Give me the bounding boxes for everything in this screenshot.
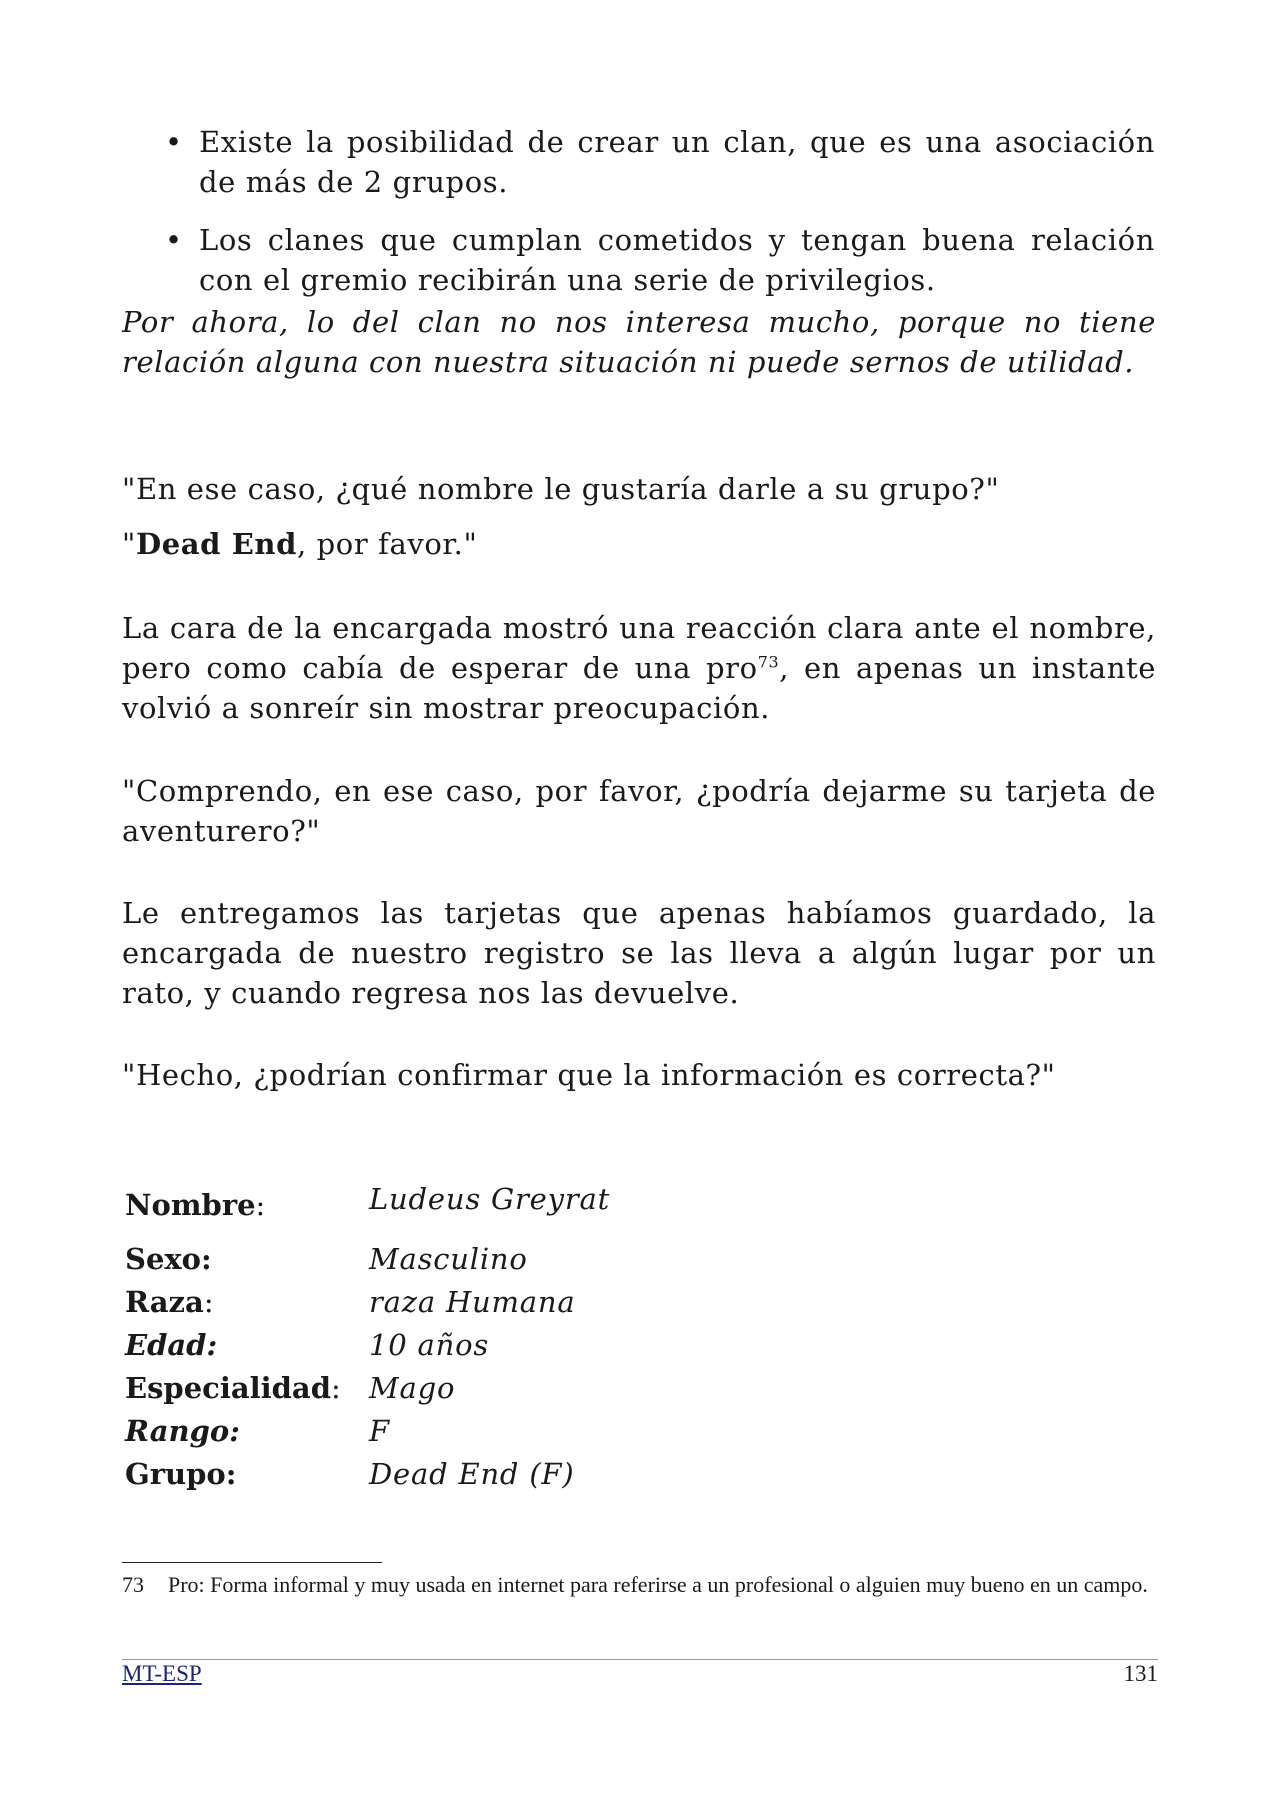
card-value: raza Humana: [369, 1285, 576, 1319]
footnote-text: Pro: Forma informal y muy usada en internet para referirse a un profesional o alguien muy bueno en un campo.: [168, 1572, 1148, 1597]
narration-paragraph: Le entregamos las tarjetas que apenas habíamos guardado, la encargada de nuestro registro se las lleva a algún lugar por un rato, y cuando regresa nos las devuelve.: [122, 896, 1156, 1010]
list-item: [163, 220, 1155, 300]
bullet-text: Existe la posibilidad de crear un clan, que es una asociación de más de 2 grupos.: [199, 125, 1155, 199]
card-row: [125, 1182, 825, 1222]
footer-link[interactable]: MT-ESP: [122, 1661, 202, 1686]
card-label: Edad:: [125, 1328, 218, 1362]
card-label: Sexo:: [125, 1242, 212, 1276]
card-value: Dead End (F): [369, 1457, 575, 1491]
bullet-text: Los clanes que cumplan cometidos y tengan buena relación con el gremio recibirán una serie de privilegios.: [199, 223, 1155, 297]
card-label: Raza:: [125, 1285, 214, 1319]
bullet-icon: •: [165, 125, 183, 159]
group-name-bold: Dead End: [135, 527, 297, 561]
dialogue-paragraph: "Hecho, ¿podrían confirmar que la información es correcta?": [122, 1058, 1056, 1092]
card-row: [125, 1285, 825, 1325]
card-row: [125, 1328, 825, 1368]
card-value: Mago: [369, 1371, 456, 1405]
dialogue-paragraph: "Dead End, por favor.": [122, 527, 478, 561]
card-label: Grupo:: [125, 1457, 237, 1491]
card-row: [125, 1457, 825, 1497]
narration-paragraph: Por ahora, lo del clan no nos interesa mucho, porque no tiene relación alguna con nuestra situación ni puede sernos de utilidad.: [122, 305, 1156, 379]
footer-divider: [122, 1659, 1158, 1660]
footnote-reference: 73: [757, 652, 780, 672]
footnote-number: 73: [122, 1572, 144, 1597]
card-label: Rango:: [125, 1414, 240, 1448]
card-row: [125, 1371, 825, 1411]
card-row: [125, 1414, 825, 1454]
card-row: [125, 1242, 825, 1282]
list-item: [163, 122, 1155, 202]
card-value: F: [369, 1414, 390, 1448]
card-value: Ludeus Greyrat: [369, 1182, 611, 1216]
bullet-icon: •: [165, 223, 183, 257]
narration-paragraph: La cara de la encargada mostró una reacción clara ante el nombre, pero como cabía de esperar de una pro$^{73}$, en apenas un instante volvió a sonreír sin mostrar preocupación.: [122, 611, 1156, 725]
dialogue-paragraph: "En ese caso, ¿qué nombre le gustaría darle a su grupo?": [122, 472, 1000, 506]
card-label: Nombre:: [125, 1188, 266, 1222]
footnote: [122, 1570, 1156, 1600]
footnote-divider: [122, 1562, 382, 1563]
card-label: Especialidad:: [125, 1371, 341, 1405]
card-value: Masculino: [369, 1242, 528, 1276]
page-number: 131: [1123, 1661, 1158, 1686]
dialogue-paragraph: "Comprendo, en ese caso, por favor, ¿podría dejarme su tarjeta de aventurero?": [122, 774, 1156, 848]
card-value: 10 años: [369, 1328, 490, 1362]
bullet-list: [163, 122, 1155, 318]
